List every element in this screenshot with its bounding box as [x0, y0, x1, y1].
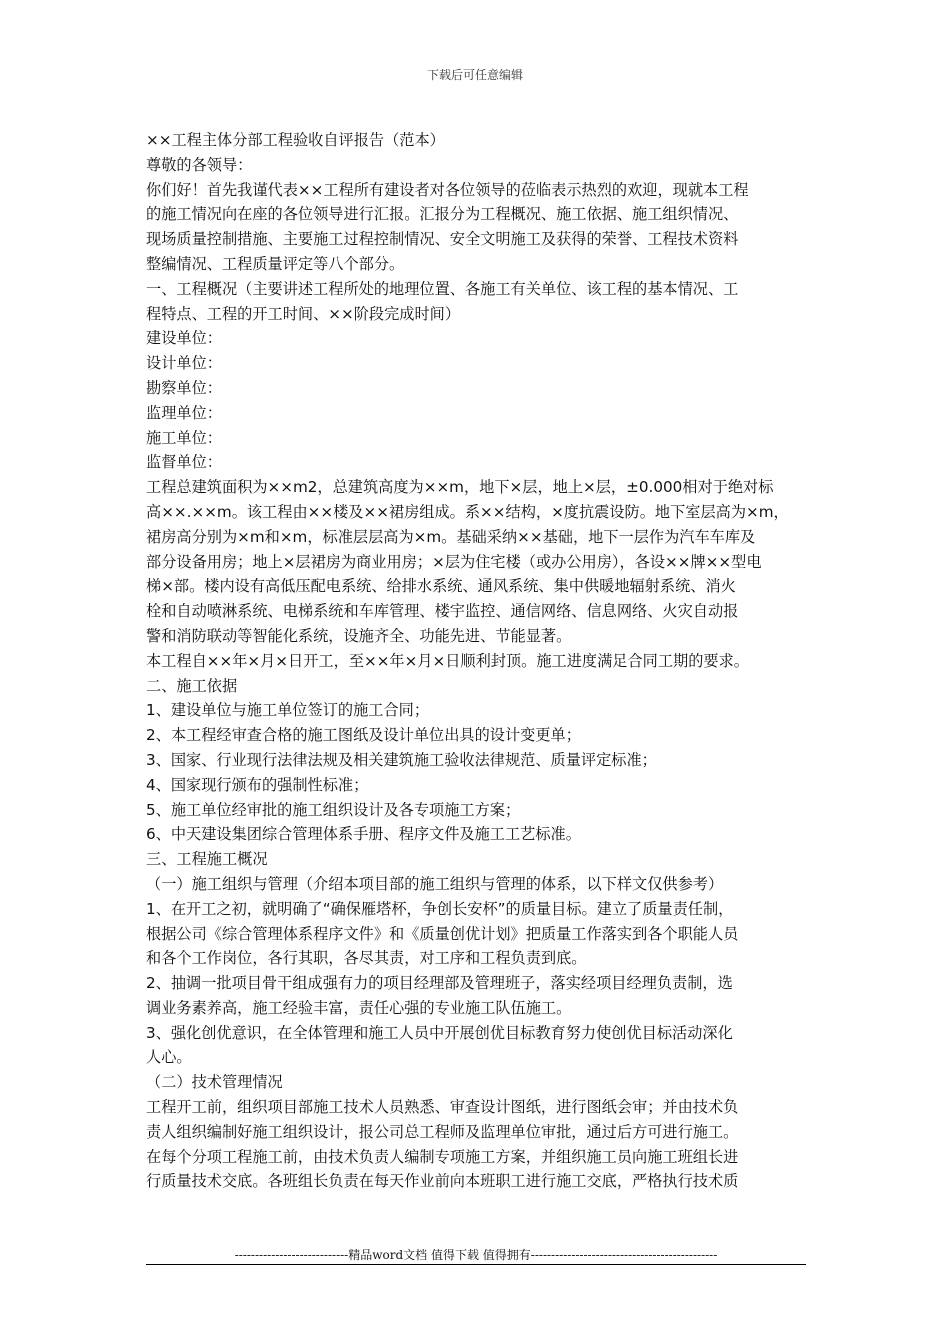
- paragraph-line: 部分设备用房；地上×层裙房为商业用房；×层为住宅楼（或办公用房），各设××牌××型电: [146, 552, 762, 571]
- paragraph-line: 1、在开工之初，就明确了“确保雁塔杯，争创长安杯”的质量目标。建立了质量责任制，: [146, 899, 734, 918]
- page-header: 下载后可任意编辑: [426, 68, 523, 82]
- section-heading: 三、工程施工概况: [146, 850, 268, 869]
- paragraph-line: 现场质量控制措施、主要施工过程控制情况、安全文明施工及获得的荣誉、工程技术资料: [146, 230, 739, 249]
- subsection-heading: （一）施工组织与管理（介绍本项目部的施工组织与管理的体系，以下样文仅供参考）: [146, 874, 724, 893]
- list-item: 2、本工程经审查合格的施工图纸及设计单位出具的设计变更单；: [146, 726, 581, 745]
- unit-field: 监督单位：: [146, 453, 222, 472]
- paragraph-line: 栓和自动喷淋系统、电梯系统和车库管理、楼宇监控、通信网络、信息网络、火灾自动报: [146, 602, 739, 621]
- paragraph-line: 在每个分项工程施工前，由技术负责人编制专项施工方案，并组织施工员向施工班组长进: [146, 1147, 739, 1166]
- list-item: 5、施工单位经审批的施工组织设计及各专项施工方案；: [146, 800, 521, 819]
- paragraph-line: 责人组织编制好施工组织设计，报公司总工程师及监理单位审批，通过后方可进行施工。: [146, 1122, 739, 1141]
- unit-field: 建设单位：: [146, 329, 222, 348]
- paragraph-line: 人心。: [146, 1048, 192, 1067]
- paragraph-line: 和各个工作岗位，各行其职，各尽其责，对工序和工程负责到底。: [146, 949, 587, 968]
- paragraph-line: 工程开工前，组织项目部施工技术人员熟悉、审查设计图纸，进行图纸会审；并由技术负: [146, 1098, 739, 1117]
- paragraph-line: 你们好！首先我谨代表××工程所有建设者对各位领导的莅临表示热烈的欢迎，现就本工程: [146, 180, 749, 199]
- paragraph-line: 整编情况、工程质量评定等八个部分。: [146, 254, 405, 273]
- list-item: 3、国家、行业现行法律法规及相关建筑施工验收法律规范、质量评定标准；: [146, 750, 657, 769]
- paragraph-line: 的施工情况向在座的各位领导进行汇报。汇报分为工程概况、施工依据、施工组织情况、: [146, 205, 739, 224]
- section-heading: 二、施工依据: [146, 676, 238, 695]
- paragraph-line: 梯×部。楼内设有高低压配电系统、给排水系统、通风系统、集中供暖地辐射系统、消火: [146, 577, 736, 596]
- doc-title: ××工程主体分部工程验收自评报告（范本）: [146, 131, 445, 149]
- unit-field: 施工单位：: [146, 428, 222, 447]
- footer-divider: [146, 1264, 806, 1265]
- document-body: [146, 128, 806, 1194]
- subsection-heading: （二）技术管理情况: [146, 1073, 283, 1092]
- paragraph-line: 裙房高分别为×m和×m，标准层层高为×m。基础采纳××基础，地下一层作为汽车车库及: [146, 527, 756, 546]
- salutation: 尊敬的各领导：: [146, 155, 253, 174]
- list-item: 6、中天建设集团综合管理体系手册、程序文件及施工工艺标准。: [146, 825, 581, 844]
- paragraph-line: 3、强化创优意识，在全体管理和施工人员中开展创优目标教育努力使创优目标活动深化: [146, 1023, 733, 1042]
- page-footer: ----------------------------精品word文档 值得下载 值得拥有----------------------------------------------: [234, 1248, 718, 1262]
- section-heading: 程特点、工程的开工时间、××阶段完成时间）: [146, 304, 461, 323]
- paragraph-line: 高××.××m。该工程由××楼及××裙房组成。系××结构，×度抗震设防。地下室层高为×m，: [146, 502, 789, 521]
- section-heading: 一、工程概况（主要讲述工程所处的地理位置、各施工有关单位、该工程的基本情况、工: [146, 279, 739, 298]
- paragraph-line: 2、抽调一批项目骨干组成强有力的项目经理部及管理班子，落实经项目经理负责制，选: [146, 974, 733, 993]
- paragraph-line: 工程总建筑面积为××m2，总建筑高度为××m，地下×层，地上×层，±0.000相对于绝对标: [146, 478, 774, 497]
- unit-field: 设计单位：: [146, 354, 222, 373]
- paragraph-line: 本工程自××年×月×日开工，至××年×月×日顺利封顶。施工进度满足合同工期的要求。: [146, 651, 749, 670]
- list-item: 1、建设单位与施工单位签订的施工合同；: [146, 701, 430, 720]
- paragraph-line: 警和消防联动等智能化系统，设施齐全、功能先进、节能显著。: [146, 626, 572, 645]
- unit-field: 勘察单位：: [146, 378, 222, 397]
- unit-field: 监理单位：: [146, 403, 222, 422]
- list-item: 4、国家现行颁布的强制性标准；: [146, 775, 369, 794]
- paragraph-line: 行质量技术交底。各班组长负责在每天作业前向本班职工进行施工交底，严格执行技术质: [146, 1172, 739, 1191]
- paragraph-line: 根据公司《综合管理体系程序文件》和《质量创优计划》把质量工作落实到各个职能人员: [146, 924, 739, 943]
- paragraph-line: 调业务素养高，施工经验丰富，责任心强的专业施工队伍施工。: [146, 998, 572, 1017]
